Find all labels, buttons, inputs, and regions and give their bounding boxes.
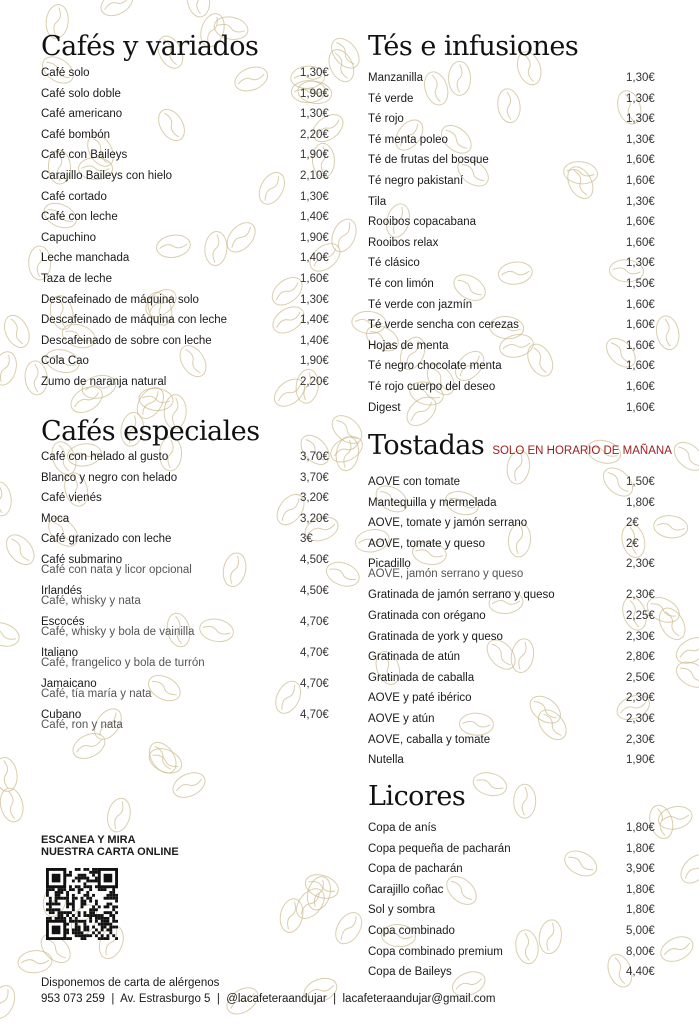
item-price: 1,60€	[626, 236, 655, 249]
menu-item	[368, 883, 668, 904]
item-name: Té negro pakistaní	[368, 174, 464, 187]
scan-caption	[41, 834, 179, 858]
menu-item	[368, 753, 668, 774]
menu-item	[368, 712, 668, 733]
item-price: 2€	[626, 537, 639, 550]
menu-item	[41, 231, 341, 252]
menu-item	[368, 215, 668, 236]
item-price: 1,60€	[300, 272, 329, 285]
item-price: 1,40€	[300, 252, 329, 265]
item-name: AOVE con tomate	[368, 476, 461, 488]
item-name: Digest	[368, 401, 401, 414]
section-title: Cafés especiales	[41, 416, 260, 447]
menu-item	[41, 334, 341, 355]
item-name: Té menta poleo	[368, 133, 448, 146]
item-price: 1,50€	[626, 476, 655, 488]
coffee-bean-icon	[104, 796, 133, 834]
coffee-bean-icon	[330, 908, 367, 948]
menu-item	[41, 491, 341, 512]
menu-item	[368, 821, 668, 842]
item-description: AOVE, jamón serrano y queso	[368, 568, 524, 581]
item-price: 1,60€	[626, 319, 655, 332]
item-price: 4,70€	[300, 708, 329, 721]
menu-item	[368, 691, 668, 712]
item-price: 3,70€	[300, 451, 329, 463]
item-price: 1,60€	[626, 298, 655, 311]
menu-item	[41, 128, 341, 149]
item-name: Copa pequeña de pacharán	[368, 842, 511, 855]
menu-item	[368, 153, 668, 174]
item-name: Blanco y negro con helado	[41, 471, 178, 484]
menu-item	[41, 293, 341, 314]
item-name: Té clásico	[368, 257, 420, 270]
item-name: Copa combinado	[368, 924, 455, 937]
item-name: Café vienés	[41, 492, 102, 505]
item-price: 3,70€	[300, 471, 329, 484]
item-name: Café submarino	[41, 553, 123, 566]
item-name: Nutella	[368, 754, 404, 767]
item-price: 2,50€	[626, 671, 655, 684]
item-price: 1,90€	[626, 754, 655, 767]
menu-item	[368, 557, 668, 588]
menu-item	[41, 708, 341, 739]
menu-item	[368, 318, 668, 339]
menu-item	[368, 862, 668, 883]
menu-item	[41, 471, 341, 492]
item-price: 1,40€	[300, 211, 329, 224]
item-price: 1,30€	[626, 195, 655, 208]
coffee-bean-icon	[0, 756, 19, 793]
item-name: Capuchino	[41, 231, 96, 244]
item-price: 4,70€	[300, 677, 329, 690]
item-price: 1,80€	[626, 904, 655, 917]
coffee-bean-icon	[97, 0, 137, 21]
item-price: 1,60€	[626, 360, 655, 373]
item-name: Copa de pacharán	[368, 863, 463, 876]
item-price: 1,30€	[626, 92, 655, 105]
item-name: Café solo	[41, 67, 90, 79]
coffee-bean-icon	[185, 0, 212, 19]
section-licores	[368, 781, 668, 986]
coffee-bean-icon	[0, 982, 19, 1022]
menu-item	[368, 516, 668, 537]
item-name: Copa combinado premium	[368, 945, 503, 958]
section-tostadas	[368, 430, 672, 774]
coffee-bean-icon	[17, 949, 53, 974]
item-price: 1,60€	[626, 174, 655, 187]
item-price: 1,90€	[300, 231, 329, 244]
coffee-bean-icon	[0, 349, 20, 388]
item-name: Cola Cao	[41, 355, 89, 368]
menu-item	[368, 92, 668, 113]
item-price: 4,50€	[300, 553, 329, 566]
item-description: Café con nata y licor opcional	[41, 563, 192, 576]
item-name: Gratinada de atún	[368, 651, 461, 664]
item-name: Copa de Baileys	[368, 966, 452, 979]
menu-item	[368, 733, 668, 754]
item-name: Gratinada de jamón serrano y queso	[368, 589, 555, 602]
menu-item	[41, 512, 341, 533]
menu-item	[368, 537, 668, 558]
menu-item	[41, 584, 341, 615]
menu-item	[41, 251, 341, 272]
menu-item	[41, 450, 341, 471]
menu-item	[41, 354, 341, 375]
item-name: Té negro chocolate menta	[368, 360, 502, 373]
item-name: Café granizado con leche	[41, 533, 172, 546]
item-price: 2,30€	[626, 558, 655, 571]
item-name: Zumo de naranja natural	[41, 375, 167, 388]
menu-item	[368, 475, 668, 496]
item-name: Té con limón	[368, 277, 434, 290]
item-name: AOVE y atún	[368, 712, 435, 725]
menu-item	[41, 210, 341, 231]
item-name: Moca	[41, 512, 70, 525]
menu-item	[41, 615, 341, 646]
section-title: Tés e infusiones	[368, 31, 579, 62]
item-name: Café cortado	[41, 190, 107, 203]
item-name: Descafeinado de sobre con leche	[41, 334, 212, 347]
item-name: Cubano	[41, 708, 82, 721]
coffee-bean-icon	[302, 870, 341, 902]
item-price: 1,30€	[626, 133, 655, 146]
menu-item	[41, 107, 341, 128]
menu-item	[368, 671, 668, 692]
menu-item	[368, 945, 668, 966]
item-price: 2,30€	[626, 733, 655, 746]
menu-item	[368, 339, 668, 360]
menu-item	[41, 87, 341, 108]
menu-item	[368, 965, 668, 986]
item-price: 1,30€	[300, 293, 329, 306]
item-price: 1,30€	[626, 257, 655, 270]
item-description: Café, frangelico y bola de turrón	[41, 656, 205, 669]
item-name: Escocés	[41, 615, 85, 628]
item-name: Jamaicano	[41, 677, 97, 690]
item-price: 5,00€	[626, 924, 655, 937]
menu-item	[368, 380, 668, 401]
item-price: 1,90€	[300, 355, 329, 368]
item-price: 2,25€	[626, 609, 655, 622]
item-name: Tila	[368, 195, 387, 208]
item-name: Manzanilla	[368, 72, 423, 84]
menu-item	[368, 903, 668, 924]
menu-item	[368, 588, 668, 609]
scan-line-2: NUESTRA CARTA ONLINE	[41, 846, 179, 858]
item-price: 1,60€	[626, 380, 655, 393]
item-name: Taza de leche	[41, 272, 112, 285]
item-name: Leche manchada	[41, 252, 130, 265]
menu-item	[368, 236, 668, 257]
item-name: Té verde sencha con cerezas	[368, 319, 519, 332]
item-price: 4,50€	[300, 584, 329, 597]
item-name: Rooibos copacabana	[368, 216, 477, 229]
menu-item	[368, 112, 668, 133]
item-name: Café solo doble	[41, 87, 121, 100]
item-price: 2,30€	[626, 589, 655, 602]
item-price: 2,20€	[300, 375, 329, 388]
coffee-bean-icon	[0, 786, 26, 824]
menu-item	[368, 133, 668, 154]
item-price: 1,90€	[300, 87, 329, 100]
menu-item	[368, 359, 668, 380]
coffee-bean-icon	[676, 849, 699, 889]
item-name: Copa de anís	[368, 822, 437, 834]
item-name: Descafeinado de máquina solo	[41, 293, 199, 306]
item-name: Rooibos relax	[368, 236, 439, 249]
section-cafes-variados	[41, 31, 341, 396]
item-price: 1,80€	[626, 883, 655, 896]
menu-item	[41, 532, 341, 553]
coffee-bean-icon	[0, 481, 13, 518]
menu-item	[41, 375, 341, 396]
item-name: Té verde	[368, 92, 414, 105]
coffee-bean-icon	[672, 657, 699, 692]
menu-item	[41, 553, 341, 584]
item-price: 4,70€	[300, 615, 329, 628]
item-name: Té rojo	[368, 113, 404, 126]
menu-item	[368, 650, 668, 671]
menu-item	[368, 842, 668, 863]
menu-item	[368, 609, 668, 630]
menu-item	[41, 66, 341, 87]
item-price: 1,90€	[300, 149, 329, 162]
section-title-text: Tostadas	[368, 430, 485, 461]
menu-item	[41, 169, 341, 190]
menu-item	[368, 174, 668, 195]
menu-item	[368, 277, 668, 298]
section-cafes-especiales	[41, 416, 341, 739]
item-price: 3,90€	[626, 863, 655, 876]
menu-item	[41, 272, 341, 293]
item-name: Mantequilla y mermelada	[368, 496, 497, 509]
menu-item	[41, 646, 341, 677]
section-tes	[368, 31, 668, 421]
item-name: Café bombón	[41, 128, 111, 141]
section-title: Licores	[368, 781, 466, 812]
item-price: 8,00€	[626, 945, 655, 958]
item-name: Café con helado al gusto	[41, 451, 169, 463]
item-description: Café, ron y nata	[41, 718, 123, 731]
item-price: 1,60€	[626, 154, 655, 167]
item-name: Italiano	[41, 646, 79, 659]
scan-line-1: ESCANEA Y MIRA	[41, 834, 136, 846]
item-name: Carajillo Baileys con hielo	[41, 169, 173, 182]
item-price: 1,50€	[626, 277, 655, 290]
item-name: Descafeinado de máquina con leche	[41, 314, 228, 327]
menu-item	[368, 256, 668, 277]
menu-item	[368, 195, 668, 216]
item-name: Sol y sombra	[368, 904, 436, 917]
item-name: Té verde con jazmín	[368, 298, 473, 311]
item-description: Café, tía maría y nata	[41, 687, 152, 700]
item-price: 2,30€	[626, 630, 655, 643]
menu-item	[368, 924, 668, 945]
menu-item	[368, 496, 668, 517]
coffee-bean-icon	[669, 437, 699, 476]
coffee-bean-icon	[672, 632, 699, 668]
item-name: AOVE, tomate y jamón serrano	[368, 517, 528, 530]
item-description: Café, whisky y nata	[41, 594, 141, 607]
item-price: 2,30€	[626, 692, 655, 705]
item-price: 1,30€	[300, 67, 329, 79]
item-price: 2,30€	[626, 712, 655, 725]
menu-item	[368, 298, 668, 319]
item-name: Carajillo coñac	[368, 883, 444, 896]
item-price: 2,20€	[300, 128, 329, 141]
item-price: 2,10€	[300, 169, 329, 182]
item-name: Té rojo cuerpo del deseo	[368, 380, 496, 393]
item-price: 2€	[626, 517, 639, 530]
qr-code[interactable]	[46, 868, 118, 940]
contact-info: 953 073 259 | Av. Estrasburgo 5 | @lacafeteraandujar | lacafeteraandujar@gmail.com	[41, 993, 496, 1005]
item-name: Irlandés	[41, 584, 82, 597]
item-name: Café con Baileys	[41, 149, 128, 162]
item-name: Café con leche	[41, 211, 118, 224]
item-price: 1,30€	[626, 113, 655, 126]
item-price: 1,40€	[300, 334, 329, 347]
menu-item	[41, 313, 341, 334]
item-name: Té de frutas del bosque	[368, 154, 489, 167]
item-name: AOVE y paté ibérico	[368, 692, 472, 705]
item-name: Hojas de menta	[368, 339, 449, 352]
item-price: 4,70€	[300, 646, 329, 659]
section-title	[368, 430, 672, 467]
allergens-note: Disponemos de carta de alérgenos	[41, 977, 220, 989]
item-price: 1,60€	[626, 401, 655, 414]
menu-item	[368, 401, 668, 422]
menu-item	[368, 71, 668, 92]
menu-item	[41, 677, 341, 708]
menu-item	[41, 190, 341, 211]
item-name: Gratinada de caballa	[368, 671, 475, 684]
item-price: 1,80€	[626, 842, 655, 855]
item-price: 1,60€	[626, 216, 655, 229]
item-price: 1,80€	[626, 496, 655, 509]
item-name: AOVE, caballa y tomate	[368, 733, 491, 746]
item-price: 1,60€	[626, 339, 655, 352]
item-name: Gratinada de york y queso	[368, 630, 503, 643]
menu-item	[41, 148, 341, 169]
item-price: 1,80€	[626, 822, 655, 834]
item-price: 3,20€	[300, 492, 329, 505]
item-price: 1,40€	[300, 314, 329, 327]
item-name: Café americano	[41, 108, 123, 121]
item-price: 1,30€	[626, 72, 655, 84]
section-title: Cafés y variados	[41, 31, 259, 62]
schedule-note: SOLO EN HORARIO DE MAÑANA	[492, 445, 672, 457]
coffee-bean-icon	[1, 530, 40, 570]
item-price: 1,30€	[300, 190, 329, 203]
coffee-bean-icon	[0, 311, 34, 351]
menu-item	[368, 630, 668, 651]
coffee-bean-icon	[0, 619, 22, 650]
item-name: Gratinada con orégano	[368, 609, 486, 622]
item-price: 4,40€	[626, 966, 655, 979]
item-description: Café, whisky y bola de vainilla	[41, 625, 195, 638]
item-name: AOVE, tomate y queso	[368, 537, 485, 550]
item-price: 3,20€	[300, 512, 329, 525]
item-price: 1,30€	[300, 108, 329, 121]
item-price: 2,80€	[626, 651, 655, 664]
item-price: 3€	[300, 533, 313, 546]
coffee-bean-icon	[277, 897, 306, 935]
item-name: Picadillo	[368, 558, 411, 571]
